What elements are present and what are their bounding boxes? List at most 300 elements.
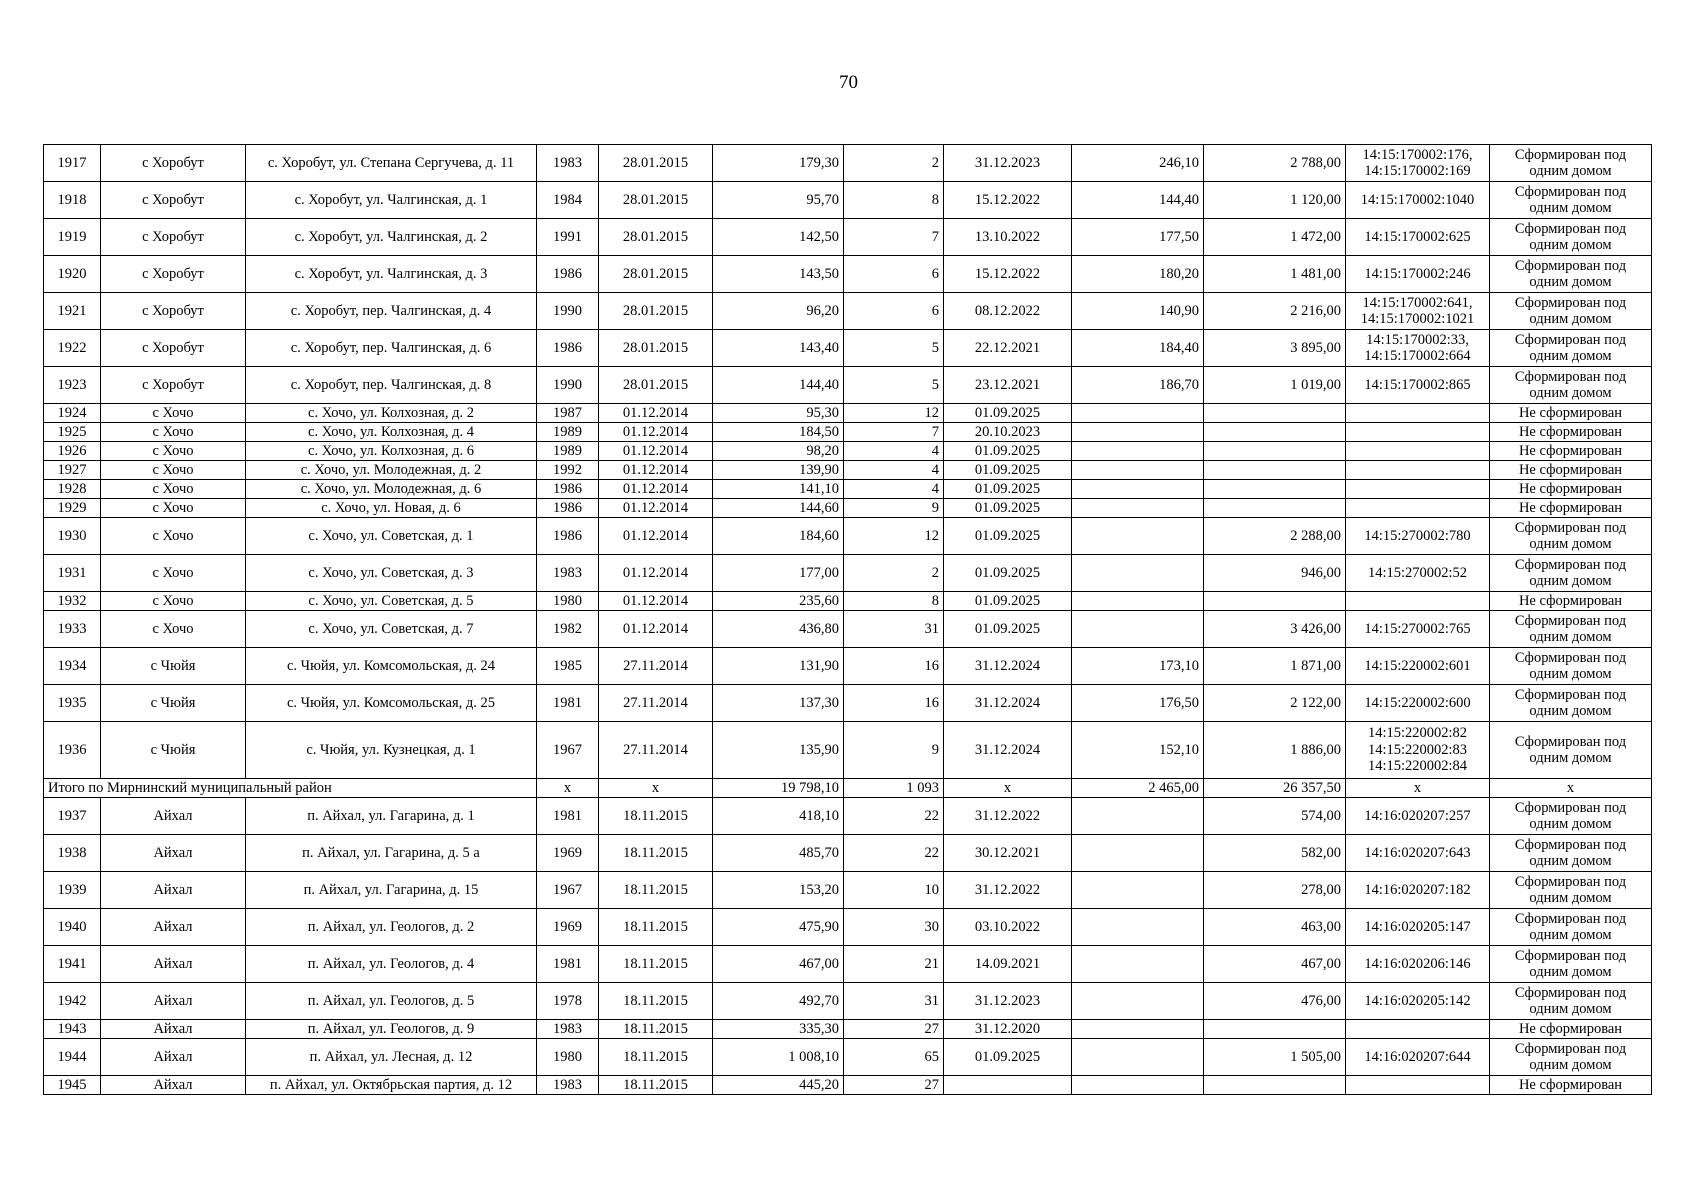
cadastral-number-cell: [1346, 367, 1490, 404]
settlement-cell: с Хочо: [101, 518, 246, 555]
resettlement-deadline-cell: 31.12.2023: [944, 145, 1072, 182]
total-area-cell: 139,90: [713, 461, 844, 480]
build-year-cell: 1980: [537, 592, 599, 611]
land-status-line: одним домом: [1529, 200, 1612, 216]
recognition-date-cell: 18.11.2015: [599, 798, 713, 835]
land-status-line: одним домом: [1529, 573, 1612, 589]
cadastral-number-line: 14:15:220002:83: [1367, 741, 1468, 758]
land-status-line: Не сформирован: [1518, 423, 1623, 440]
row-number-cell: 1930: [44, 518, 101, 555]
cadastral-number-cell: [1346, 499, 1490, 518]
cadastral-number-cell: [1346, 293, 1490, 330]
recognition-date-cell: 27.11.2014: [599, 685, 713, 722]
cadastral-number-cell: [1346, 1020, 1490, 1039]
rows-group-aikhal: [44, 798, 1652, 1095]
land-status-cell: [1490, 145, 1652, 182]
land-status-line: одним домом: [1529, 629, 1612, 645]
land-status-line: Не сформирован: [1518, 461, 1623, 478]
land-status-cell: [1490, 480, 1652, 499]
recognition-date-cell: 01.12.2014: [599, 592, 713, 611]
land-status-cell: [1490, 983, 1652, 1020]
total-area-cell: 143,50: [713, 256, 844, 293]
total-area-cell: 1 008,10: [713, 1039, 844, 1076]
land-plot-area-cell: [1204, 423, 1346, 442]
resettlement-deadline-cell: 31.12.2023: [944, 983, 1072, 1020]
total-area-cell: 135,90: [713, 722, 844, 779]
build-year-cell: 1983: [537, 1020, 599, 1039]
residents-count-cell: 4: [844, 480, 944, 499]
land-status-line: Не сформирован: [1518, 442, 1623, 459]
settlement-cell: с Хоробут: [101, 182, 246, 219]
page-number: 70: [839, 72, 858, 93]
row-number-cell: 1919: [44, 219, 101, 256]
settlement-cell: Айхал: [101, 946, 246, 983]
land-area-cell: [1072, 423, 1204, 442]
land-plot-area-cell: [1204, 1076, 1346, 1095]
land-plot-area-cell: 1 472,00: [1204, 219, 1346, 256]
recognition-date-cell: 27.11.2014: [599, 648, 713, 685]
land-area-cell: [1072, 983, 1204, 1020]
land-status-line: Сформирован под: [1514, 686, 1627, 703]
build-year-cell: 1969: [537, 835, 599, 872]
land-status-line: одним домом: [1529, 385, 1612, 401]
land-area-cell: 140,90: [1072, 293, 1204, 330]
residents-count-cell: 9: [844, 722, 944, 779]
recognition-date-cell: 18.11.2015: [599, 835, 713, 872]
settlement-cell: с Хочо: [101, 499, 246, 518]
land-area-cell: 144,40: [1072, 182, 1204, 219]
settlement-cell: с Хочо: [101, 442, 246, 461]
settlement-cell: с Хочо: [101, 555, 246, 592]
total-area-cell: 177,00: [713, 555, 844, 592]
recognition-date-cell: 18.11.2015: [599, 872, 713, 909]
recognition-date-cell: 01.12.2014: [599, 555, 713, 592]
cadastral-number-cell: [1346, 592, 1490, 611]
address-cell: п. Айхал, ул. Лесная, д. 12: [246, 1039, 537, 1076]
land-plot-area-cell: 574,00: [1204, 798, 1346, 835]
land-plot-area-cell: [1204, 461, 1346, 480]
residents-count-cell: 8: [844, 182, 944, 219]
land-area-cell: [1072, 499, 1204, 518]
land-plot-area-cell: 463,00: [1204, 909, 1346, 946]
address-cell: с. Хочо, ул. Колхозная, д. 2: [246, 404, 537, 423]
land-area-cell: [1072, 461, 1204, 480]
total-area-cell: 445,20: [713, 1076, 844, 1095]
total-area-cell: 96,20: [713, 293, 844, 330]
total-area-cell: 95,70: [713, 182, 844, 219]
build-year-cell: 1990: [537, 367, 599, 404]
resettlement-deadline-cell: 01.09.2025: [944, 518, 1072, 555]
residents-count-cell: 30: [844, 909, 944, 946]
total-date: x: [599, 779, 713, 798]
land-area-cell: 173,10: [1072, 648, 1204, 685]
land-area-cell: 180,20: [1072, 256, 1204, 293]
residents-count-cell: 8: [844, 592, 944, 611]
land-status-line: Сформирован под: [1514, 146, 1627, 163]
land-plot-area-cell: 1 871,00: [1204, 648, 1346, 685]
build-year-cell: 1969: [537, 909, 599, 946]
address-cell: п. Айхал, ул. Гагарина, д. 15: [246, 872, 537, 909]
cadastral-number-cell: [1346, 145, 1490, 182]
residents-count-cell: 12: [844, 518, 944, 555]
settlement-cell: с Хочо: [101, 480, 246, 499]
land-status-line: Сформирован под: [1514, 257, 1627, 274]
cadastral-number-cell: [1346, 518, 1490, 555]
land-plot-area-cell: [1204, 480, 1346, 499]
row-number-cell: 1924: [44, 404, 101, 423]
recognition-date-cell: 18.11.2015: [599, 1039, 713, 1076]
table-row: [44, 1076, 1652, 1095]
resettlement-deadline-cell: [944, 1076, 1072, 1095]
cadastral-number-line: 14:15:220002:601: [1364, 657, 1471, 674]
total-area-cell: 475,90: [713, 909, 844, 946]
row-number-cell: 1938: [44, 835, 101, 872]
address-cell: п. Айхал, ул. Геологов, д. 4: [246, 946, 537, 983]
build-year-cell: 1989: [537, 442, 599, 461]
total-area-cell: 144,60: [713, 499, 844, 518]
cadastral-number-cell: [1346, 330, 1490, 367]
cadastral-number-line: 14:16:020206:146: [1364, 955, 1471, 972]
land-area-cell: [1072, 518, 1204, 555]
settlement-cell: с Чюйя: [101, 685, 246, 722]
row-number-cell: 1934: [44, 648, 101, 685]
row-number-cell: 1943: [44, 1020, 101, 1039]
land-status-cell: [1490, 835, 1652, 872]
land-status-cell: [1490, 1039, 1652, 1076]
total-status: x: [1490, 779, 1652, 798]
residents-count-cell: 22: [844, 798, 944, 835]
build-year-cell: 1983: [537, 555, 599, 592]
land-area-cell: [1072, 946, 1204, 983]
land-plot-area-cell: 1 019,00: [1204, 367, 1346, 404]
recognition-date-cell: 01.12.2014: [599, 499, 713, 518]
land-status-line: одним домом: [1529, 927, 1612, 943]
total-residents: 1 093: [844, 779, 944, 798]
land-status-line: Не сформирован: [1518, 499, 1623, 516]
recognition-date-cell: 01.12.2014: [599, 611, 713, 648]
cadastral-number-line: 14:15:170002:1021: [1360, 311, 1475, 327]
residents-count-cell: 5: [844, 367, 944, 404]
table-row: [44, 946, 1652, 983]
row-number-cell: 1942: [44, 983, 101, 1020]
residents-count-cell: 10: [844, 872, 944, 909]
land-status-cell: [1490, 722, 1652, 779]
resettlement-deadline-cell: 31.12.2022: [944, 872, 1072, 909]
build-year-cell: 1986: [537, 499, 599, 518]
total-area-cell: 418,10: [713, 798, 844, 835]
table-row: [44, 1039, 1652, 1076]
total-land-area: 2 465,00: [1072, 779, 1204, 798]
settlement-cell: с Хочо: [101, 592, 246, 611]
total-area: 19 798,10: [713, 779, 844, 798]
cadastral-number-cell: [1346, 611, 1490, 648]
build-year-cell: 1985: [537, 648, 599, 685]
settlement-cell: с Хочо: [101, 423, 246, 442]
row-number-cell: 1921: [44, 293, 101, 330]
land-area-cell: 176,50: [1072, 685, 1204, 722]
land-status-cell: [1490, 499, 1652, 518]
land-status-cell: [1490, 330, 1652, 367]
cadastral-number-line: 14:15:270002:52: [1367, 564, 1468, 581]
cadastral-number-line: 14:16:020207:644: [1364, 1048, 1471, 1065]
land-area-cell: [1072, 798, 1204, 835]
land-status-line: Сформирован под: [1514, 873, 1627, 890]
recognition-date-cell: 28.01.2015: [599, 256, 713, 293]
recognition-date-cell: 28.01.2015: [599, 145, 713, 182]
row-number-cell: 1937: [44, 798, 101, 835]
land-status-line: одним домом: [1529, 237, 1612, 253]
row-number-cell: 1927: [44, 461, 101, 480]
land-area-cell: 184,40: [1072, 330, 1204, 367]
land-status-line: одним домом: [1529, 1057, 1612, 1073]
land-plot-area-cell: 2 122,00: [1204, 685, 1346, 722]
land-status-cell: [1490, 1076, 1652, 1095]
cadastral-number-cell: [1346, 555, 1490, 592]
build-year-cell: 1991: [537, 219, 599, 256]
row-number-cell: 1923: [44, 367, 101, 404]
settlement-cell: с Хоробут: [101, 330, 246, 367]
total-area-cell: 492,70: [713, 983, 844, 1020]
cadastral-number-line: 14:15:170002:1040: [1360, 191, 1475, 208]
land-status-cell: [1490, 611, 1652, 648]
table-row: [44, 722, 1652, 779]
total-area-cell: 184,50: [713, 423, 844, 442]
build-year-cell: 1981: [537, 798, 599, 835]
land-status-line: Сформирован под: [1514, 799, 1627, 816]
cadastral-number-cell: [1346, 909, 1490, 946]
address-cell: п. Айхал, ул. Геологов, д. 5: [246, 983, 537, 1020]
land-status-line: Сформирован под: [1514, 368, 1627, 385]
land-status-cell: [1490, 423, 1652, 442]
row-number-cell: 1931: [44, 555, 101, 592]
table-row: [44, 330, 1652, 367]
residents-count-cell: 2: [844, 145, 944, 182]
recognition-date-cell: 18.11.2015: [599, 983, 713, 1020]
table-row: [44, 145, 1652, 182]
recognition-date-cell: 01.12.2014: [599, 404, 713, 423]
recognition-date-cell: 01.12.2014: [599, 442, 713, 461]
land-status-line: Сформирован под: [1514, 1040, 1627, 1057]
total-area-cell: 235,60: [713, 592, 844, 611]
land-status-line: одним домом: [1529, 163, 1612, 179]
land-plot-area-cell: 582,00: [1204, 835, 1346, 872]
land-plot-area-cell: 2 216,00: [1204, 293, 1346, 330]
address-cell: с. Хоробут, пер. Чалгинская, д. 4: [246, 293, 537, 330]
recognition-date-cell: 18.11.2015: [599, 1076, 713, 1095]
table-row: [44, 611, 1652, 648]
settlement-cell: Айхал: [101, 1076, 246, 1095]
cadastral-number-line: 14:15:270002:780: [1364, 527, 1471, 544]
cadastral-number-line: 14:15:170002:625: [1364, 228, 1471, 245]
residents-count-cell: 7: [844, 423, 944, 442]
land-area-cell: [1072, 555, 1204, 592]
land-area-cell: 186,70: [1072, 367, 1204, 404]
land-status-line: одним домом: [1529, 703, 1612, 719]
address-cell: с. Чюйя, ул. Комсомольская, д. 24: [246, 648, 537, 685]
table-row: [44, 182, 1652, 219]
resettlement-deadline-cell: 01.09.2025: [944, 555, 1072, 592]
settlement-cell: с Чюйя: [101, 722, 246, 779]
land-area-cell: [1072, 592, 1204, 611]
resettlement-deadline-cell: 14.09.2021: [944, 946, 1072, 983]
land-status-line: одним домом: [1529, 666, 1612, 682]
recognition-date-cell: 01.12.2014: [599, 461, 713, 480]
land-status-cell: [1490, 685, 1652, 722]
land-status-line: одним домом: [1529, 536, 1612, 552]
build-year-cell: 1986: [537, 330, 599, 367]
cadastral-number-cell: [1346, 1076, 1490, 1095]
table-row: [44, 648, 1652, 685]
settlement-cell: с Чюйя: [101, 648, 246, 685]
land-plot-area-cell: 1 481,00: [1204, 256, 1346, 293]
land-area-cell: [1072, 611, 1204, 648]
build-year-cell: 1978: [537, 983, 599, 1020]
total-area-cell: 137,30: [713, 685, 844, 722]
land-status-line: Сформирован под: [1514, 556, 1627, 573]
land-area-cell: [1072, 1020, 1204, 1039]
cadastral-number-line: 14:16:020205:142: [1364, 992, 1471, 1009]
land-plot-area-cell: [1204, 442, 1346, 461]
recognition-date-cell: 28.01.2015: [599, 293, 713, 330]
land-area-cell: [1072, 442, 1204, 461]
land-status-cell: [1490, 555, 1652, 592]
settlement-cell: с Хочо: [101, 611, 246, 648]
residents-count-cell: 31: [844, 983, 944, 1020]
table-row: [44, 480, 1652, 499]
table-row: [44, 293, 1652, 330]
table-row: [44, 555, 1652, 592]
residents-count-cell: 22: [844, 835, 944, 872]
residents-count-cell: 6: [844, 293, 944, 330]
residents-count-cell: 7: [844, 219, 944, 256]
recognition-date-cell: 01.12.2014: [599, 480, 713, 499]
land-area-cell: [1072, 909, 1204, 946]
cadastral-number-cell: [1346, 404, 1490, 423]
total-area-cell: 467,00: [713, 946, 844, 983]
cadastral-number-line: 14:15:170002:641,: [1362, 294, 1473, 311]
resettlement-deadline-cell: 01.09.2025: [944, 1039, 1072, 1076]
address-cell: п. Айхал, ул. Гагарина, д. 5 а: [246, 835, 537, 872]
land-status-cell: [1490, 404, 1652, 423]
address-cell: с. Хоробут, ул. Чалгинская, д. 2: [246, 219, 537, 256]
land-plot-area-cell: 1 505,00: [1204, 1039, 1346, 1076]
resettlement-deadline-cell: 22.12.2021: [944, 330, 1072, 367]
resettlement-deadline-cell: 13.10.2022: [944, 219, 1072, 256]
residents-count-cell: 65: [844, 1039, 944, 1076]
address-cell: с. Хоробут, ул. Степана Сергучева, д. 11: [246, 145, 537, 182]
table-row: [44, 442, 1652, 461]
total-area-cell: 184,60: [713, 518, 844, 555]
cadastral-number-cell: [1346, 983, 1490, 1020]
cadastral-number-cell: [1346, 1039, 1490, 1076]
resettlement-deadline-cell: 01.09.2025: [944, 480, 1072, 499]
row-number-cell: 1917: [44, 145, 101, 182]
recognition-date-cell: 01.12.2014: [599, 518, 713, 555]
land-area-cell: [1072, 1076, 1204, 1095]
address-cell: с. Хочо, ул. Новая, д. 6: [246, 499, 537, 518]
land-status-cell: [1490, 182, 1652, 219]
cadastral-number-cell: [1346, 256, 1490, 293]
cadastral-number-line: 14:15:220002:600: [1364, 694, 1471, 711]
recognition-date-cell: 28.01.2015: [599, 219, 713, 256]
settlement-cell: с Хоробут: [101, 293, 246, 330]
settlement-cell: с Хоробут: [101, 367, 246, 404]
address-cell: с. Хочо, ул. Советская, д. 3: [246, 555, 537, 592]
land-plot-area-cell: 467,00: [1204, 946, 1346, 983]
land-status-cell: [1490, 592, 1652, 611]
settlement-cell: с Хочо: [101, 404, 246, 423]
row-number-cell: 1940: [44, 909, 101, 946]
residents-count-cell: 4: [844, 442, 944, 461]
build-year-cell: 1983: [537, 1076, 599, 1095]
total-area-cell: 179,30: [713, 145, 844, 182]
land-area-cell: [1072, 404, 1204, 423]
land-area-cell: 177,50: [1072, 219, 1204, 256]
build-year-cell: 1990: [537, 293, 599, 330]
resettlement-deadline-cell: 08.12.2022: [944, 293, 1072, 330]
land-status-cell: [1490, 293, 1652, 330]
land-plot-area-cell: [1204, 404, 1346, 423]
table-row: [44, 404, 1652, 423]
total-area-cell: 335,30: [713, 1020, 844, 1039]
address-cell: с. Чюйя, ул. Кузнецкая, д. 1: [246, 722, 537, 779]
resettlement-deadline-cell: 31.12.2022: [944, 798, 1072, 835]
build-year-cell: 1980: [537, 1039, 599, 1076]
build-year-cell: 1983: [537, 145, 599, 182]
build-year-cell: 1987: [537, 404, 599, 423]
land-plot-area-cell: 3 895,00: [1204, 330, 1346, 367]
land-status-cell: [1490, 798, 1652, 835]
resettlement-deadline-cell: 31.12.2024: [944, 648, 1072, 685]
land-status-line: одним домом: [1529, 890, 1612, 906]
cadastral-number-line: 14:16:020207:257: [1364, 807, 1471, 824]
land-status-line: Сформирован под: [1514, 836, 1627, 853]
table-row: [44, 423, 1652, 442]
resettlement-deadline-cell: 23.12.2021: [944, 367, 1072, 404]
table-row: [44, 983, 1652, 1020]
cadastral-number-cell: [1346, 442, 1490, 461]
cadastral-number-cell: [1346, 182, 1490, 219]
build-year-cell: 1984: [537, 182, 599, 219]
table-row: [44, 685, 1652, 722]
address-cell: с. Хочо, ул. Советская, д. 5: [246, 592, 537, 611]
land-status-line: Сформирован под: [1514, 220, 1627, 237]
table-row: [44, 835, 1652, 872]
address-cell: с. Хоробут, пер. Чалгинская, д. 6: [246, 330, 537, 367]
resettlement-deadline-cell: 01.09.2025: [944, 611, 1072, 648]
address-cell: п. Айхал, ул. Геологов, д. 9: [246, 1020, 537, 1039]
row-number-cell: 1941: [44, 946, 101, 983]
recognition-date-cell: 18.11.2015: [599, 946, 713, 983]
land-status-line: одним домом: [1529, 274, 1612, 290]
cadastral-number-cell: [1346, 685, 1490, 722]
total-area-cell: 144,40: [713, 367, 844, 404]
land-status-cell: [1490, 872, 1652, 909]
row-number-cell: 1935: [44, 685, 101, 722]
settlement-cell: Айхал: [101, 835, 246, 872]
total-area-cell: 143,40: [713, 330, 844, 367]
resettlement-deadline-cell: 01.09.2025: [944, 592, 1072, 611]
total-area-cell: 485,70: [713, 835, 844, 872]
land-area-cell: [1072, 835, 1204, 872]
cadastral-number-line: 14:16:020207:643: [1364, 844, 1471, 861]
table-row: [44, 798, 1652, 835]
build-year-cell: 1986: [537, 518, 599, 555]
land-plot-area-cell: 2 288,00: [1204, 518, 1346, 555]
recognition-date-cell: 28.01.2015: [599, 330, 713, 367]
land-area-cell: [1072, 1039, 1204, 1076]
build-year-cell: 1992: [537, 461, 599, 480]
